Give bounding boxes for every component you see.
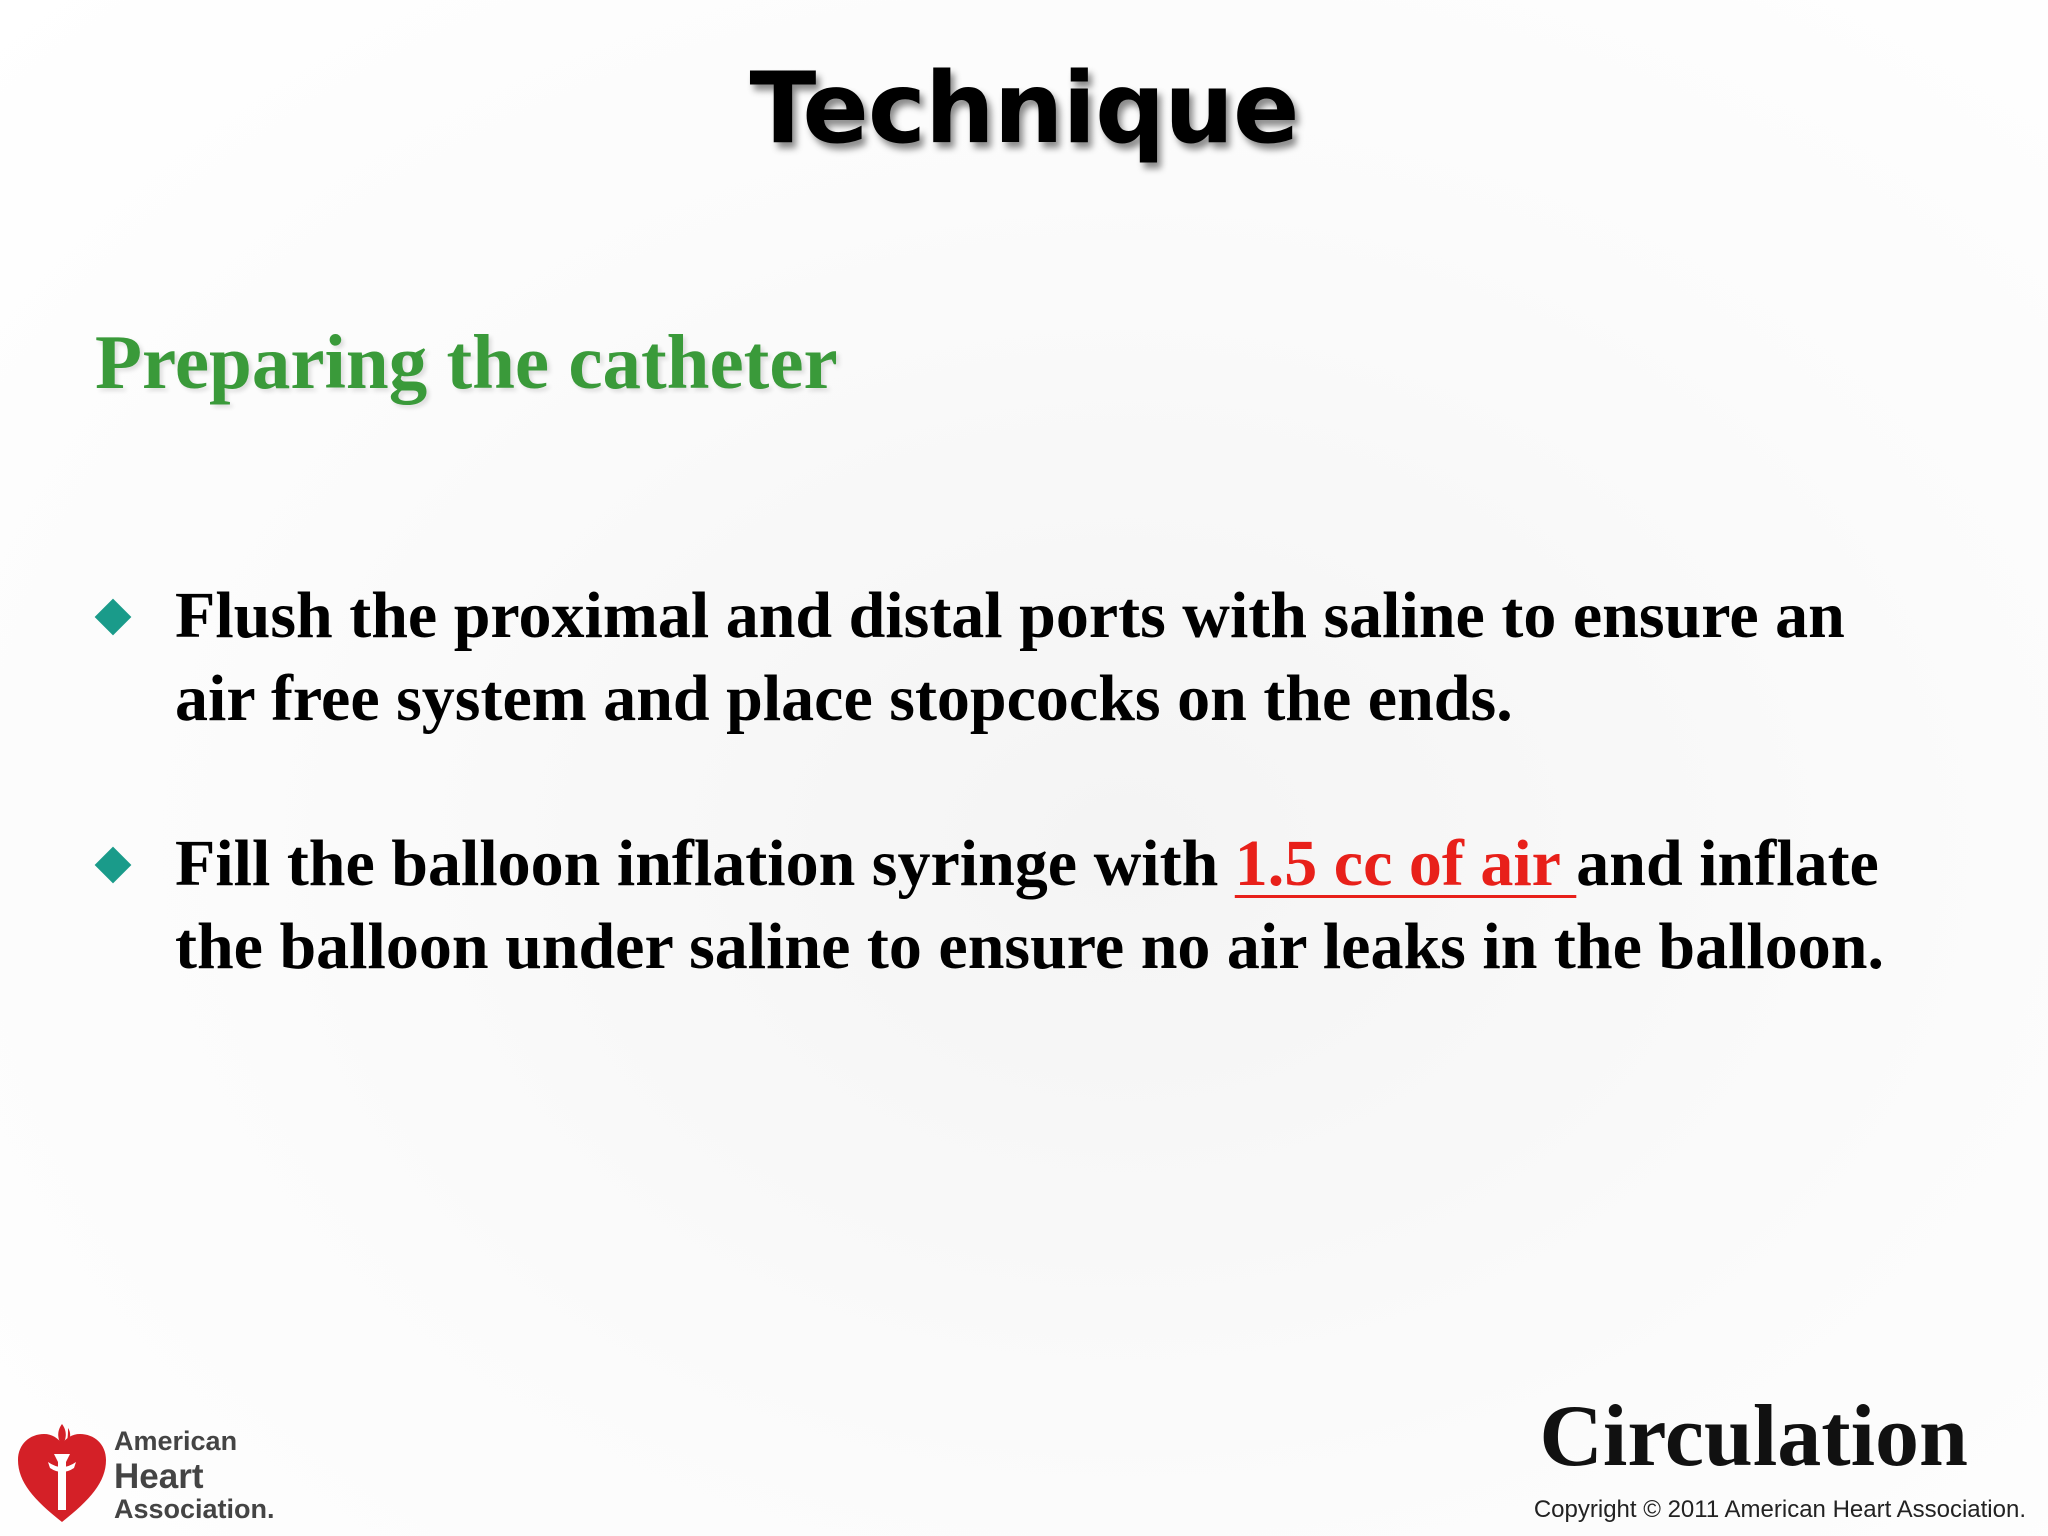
bullet-text [175,822,2048,988]
logo-line: Association. [114,1494,275,1524]
logo-line: Heart [114,1457,204,1496]
bullet-line: the balloon under saline to ensure no air leaks in the balloon. [175,910,1884,983]
diamond-bullet-icon [95,847,132,884]
bullet-line [175,822,2048,905]
logo-line: American [114,1426,238,1456]
bullet-text-segment: Fill the balloon inflation syringe with [175,827,1235,900]
diamond-bullet-icon [95,599,132,636]
copyright-notice: Copyright © 2011 American Heart Association. [1533,1496,2026,1523]
slide-title: Technique [749,52,1299,166]
slide-subtitle: Preparing the catheter [95,319,838,405]
journal-title: Circulation [1539,1388,1968,1485]
heart-torch-icon [14,1418,110,1530]
aha-logo [14,1418,294,1530]
bullet-line: Flush the proximal and distal ports with saline to ensure an [175,579,1845,652]
highlighted-amount: 1.5 cc of air [1234,827,1577,900]
bullet-text [175,574,2048,740]
bullet-line: air free system and place stopcocks on the ends. [175,662,1513,735]
aha-logo-text [114,1428,275,1523]
bullet-text-segment: and inflate [1576,827,1879,900]
